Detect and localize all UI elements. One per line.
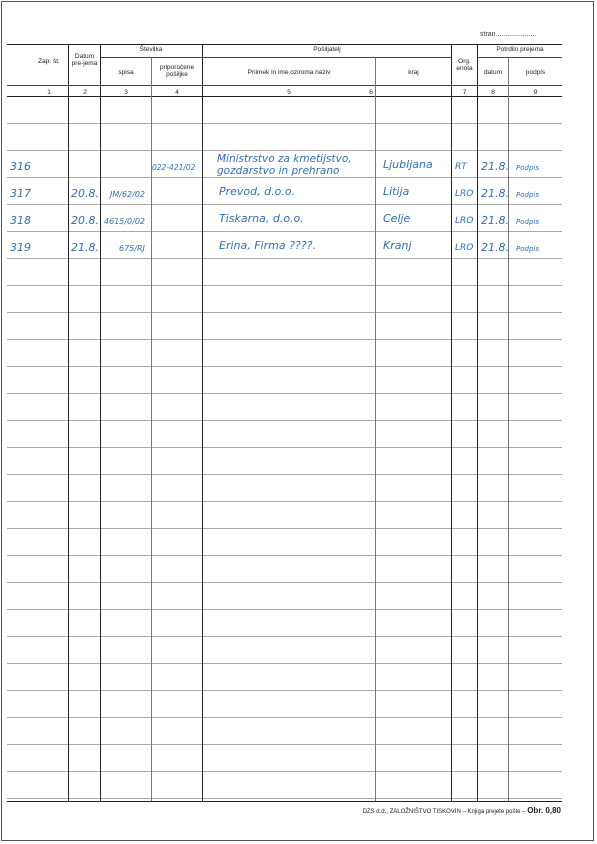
row-line [7,231,562,232]
row-line [7,258,562,259]
entry-zap: 319 [10,241,31,254]
footer-text: DZS d.d., ZALOŽNIŠTVO TISKOVIN – Knjiga prejete pošte – [362,809,526,815]
entry-zap: 318 [10,214,31,227]
strana-label: stran..................... [480,31,537,38]
entry-enota: LRO [455,189,474,199]
header-kraj: kraj [408,69,419,76]
header-priimek: Priimek in ime oziroma naziv [247,69,331,76]
row-line [7,636,562,637]
entry-priporocena: 022-421/02 [152,163,196,172]
row-line [7,609,562,610]
entry-spisa: JM/62/02 [110,190,146,199]
column-divider [477,44,478,801]
row-line [7,771,562,772]
entry-naziv: Ministrstvo za kmetijstvo, [217,153,352,165]
row-line [7,123,562,124]
row-line [7,501,562,502]
row-line [7,798,562,799]
header-datum-prejema: Datum pre-jema [71,53,98,67]
entry-podpis: Podpis [516,191,539,199]
header-priporocene: priporočene pošiljke [159,64,195,78]
entry-spisa: 675/RJ [119,244,145,253]
header-podpis: podpis [525,69,546,76]
entry-podpis: Podpis [516,164,539,172]
entry-zap: 317 [10,187,31,200]
entry-datum-prejema: 21.8. [481,214,509,227]
header-posiljatelj: Pošiljatelj [313,46,341,53]
row-line [7,420,562,421]
header-bottom-rule [7,85,562,86]
column-divider [375,57,376,801]
entry-kraj: Litija [383,185,410,198]
column-number-6: 6 [369,89,373,96]
column-number-8: 8 [491,89,495,96]
entry-kraj: Kranj [383,239,412,252]
row-line [7,447,562,448]
subheader-rule [203,57,451,58]
column-divider [451,44,452,801]
table-top-rule [7,44,562,45]
row-line [7,744,562,745]
row-line [7,717,562,718]
row-line [7,474,562,475]
row-line [7,312,562,313]
entry-datum-prejema: 21.8. [481,160,509,173]
entry-datum-prejema: 21.8. [481,187,509,200]
header-datum: datum [483,69,503,76]
entry-kraj: Ljubljana [383,158,433,171]
page-frame [1,1,594,841]
entry-naziv: Erina, Firma ????. [219,239,316,252]
entry-enota: RT [455,162,467,172]
row-line [7,690,562,691]
column-number-4: 4 [175,89,179,96]
number-row-rule [7,96,562,97]
row-line [7,285,562,286]
entry-zap: 316 [10,160,31,173]
row-line [7,663,562,664]
entry-datum: 20.8. [71,187,99,200]
header-spisa: spisa [118,69,134,76]
column-number-2: 2 [83,89,87,96]
row-line [7,204,562,205]
table-bottom-rule [7,801,562,802]
row-line [7,393,562,394]
row-line [7,150,562,151]
row-line [7,177,562,178]
column-number-7: 7 [462,89,467,96]
entry-enota: LRO [455,243,474,253]
entry-datum-prejema: 21.8. [481,241,509,254]
entry-datum: 20.8. [71,214,99,227]
entry-kraj: Celje [383,212,411,225]
column-number-3: 3 [124,89,128,96]
row-line [7,555,562,556]
header-zap-st: Zap. št. [38,58,60,65]
row-line [7,339,562,340]
header-potrdilo-prejema: Potrdilo prejema [496,46,544,53]
row-line [7,528,562,529]
column-divider [100,44,101,801]
entry-spisa: 4615/0/02 [104,217,146,226]
column-divider [202,44,203,801]
entry-podpis: Podpis [516,218,539,226]
entry-enota: LRO [455,216,474,226]
column-number-9: 9 [533,89,538,96]
column-divider [68,44,69,801]
column-number-1: 1 [47,89,51,96]
subheader-rule [478,57,562,58]
entry-datum: 21.8. [71,241,99,254]
row-line [7,582,562,583]
entry-naziv: Tiskarna, d.o.o. [219,212,304,225]
entry-naziv: Prevod, d.o.o. [219,185,296,198]
header-org-enota: Org. enota [456,58,473,72]
entry-podpis: Podpis [516,245,539,253]
entry-naziv-line2: gozdarstvo in prehrano [217,165,340,177]
form-code: Obr. 0,80 [527,806,561,815]
column-number-5: 5 [287,89,291,96]
row-line [7,366,562,367]
footer [363,806,561,815]
header-stevilka: Številka [139,46,163,53]
